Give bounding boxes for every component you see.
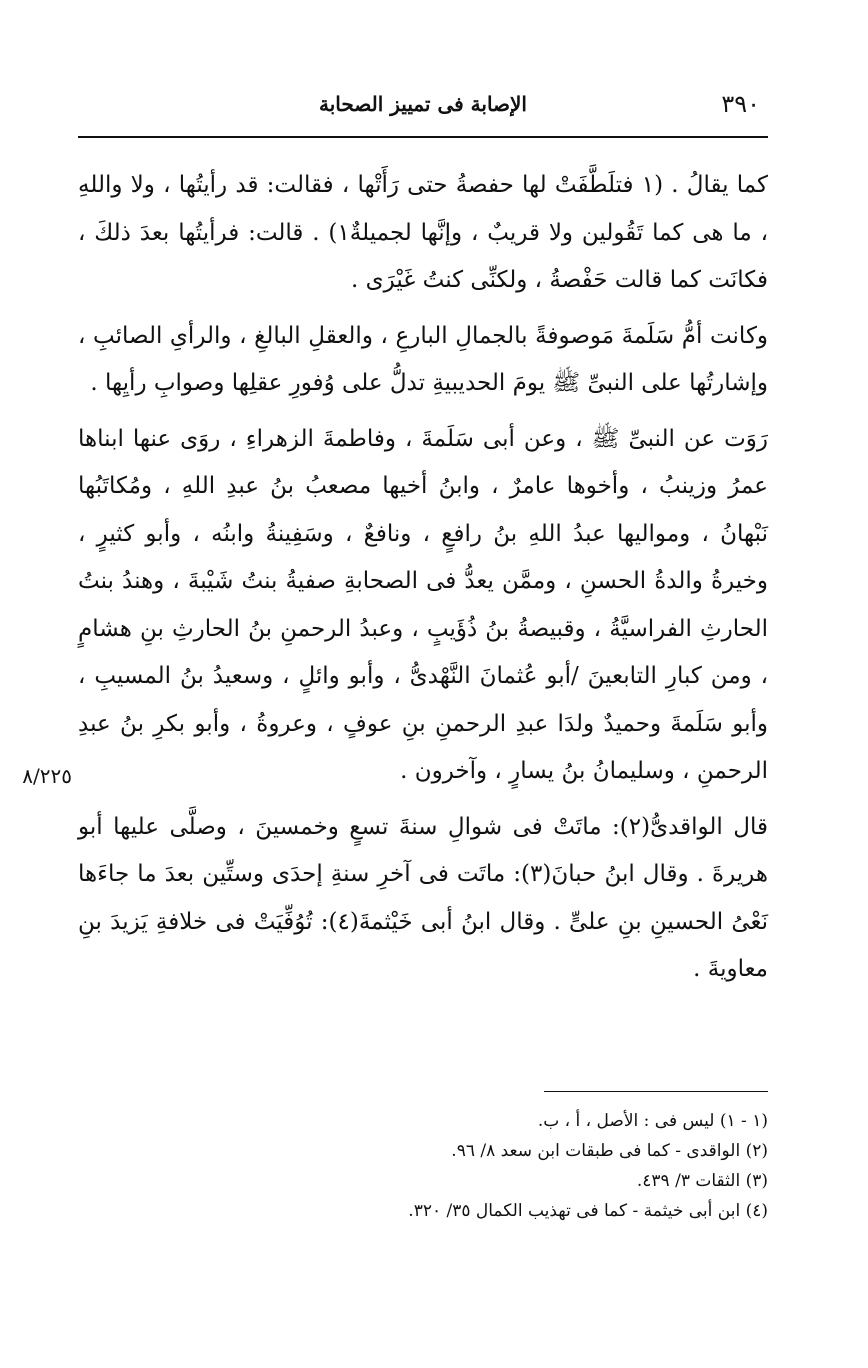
paragraph-4: قال الواقدىُّ(٢): ماتَتْ فى شوالِ سنةَ تسعٍ وخمسينَ ، وصلَّى عليها أبو هريرةَ . وقال ابنُ حبانَ(٣): ماتَت فى آخرِ سنةِ إحدَى وستِّين بعدَ ما جاءَها نَعْىُ الحسينِ بنِ علىٍّ . وقال ابنُ أبى خَيْثمةَ(٤): تُوُفِّيَتْ فى خلافةِ يَزيدَ بنِ معاويةَ . — [78, 813, 768, 982]
footnote-divider — [544, 1091, 768, 1092]
footnote-4: (٤) ابن أبى خيثمة - كما فى تهذيب الكمال ٣٥/ ٣٢٠. — [408, 1201, 768, 1221]
header-divider — [78, 136, 768, 138]
footnote-1: (١ - ١) ليس فى : الأصل ، أ ، ب. — [537, 1111, 768, 1131]
paragraph-1: كما يقالُ . (١ فتلَطَّفَتْ لها حفصةُ حتى رَأَتْها ، فقالت: قد رأيتُها ، ولا واللهِ ، ما هى كما تَقُولين ولا قريبٌ ، وإنَّها لجميلةٌ١) . قالت: فرأيتُها بعدَ ذلكَ ، فكانَت كما قالت حَفْصةُ ، ولكنِّى كنتُ غَيْرَى . — [78, 172, 768, 293]
margin-reference: ٨/٢٢٥ — [22, 764, 72, 788]
footnotes — [78, 1106, 768, 1226]
book-title: الإصابة فى تمييز الصحابة — [319, 92, 527, 116]
main-text — [78, 162, 768, 994]
footnote-2: (٢) الواقدى - كما فى طبقات ابن سعد ٨/ ٩٦. — [451, 1141, 768, 1161]
paragraph-2: وكانت أمُّ سَلَمةَ مَوصوفةً بالجمالِ البارعِ ، والعقلِ البالغِ ، والرأىِ الصائبِ ، وإشارتُها على النبىِّ ﷺ يومَ الحديبيةِ تدلُّ على وُفورِ عقلِها وصوابِ رأيِها . — [78, 322, 768, 396]
page-number: ٣٩٠ — [721, 90, 760, 118]
footnote-3: (٣) الثقات ٣/ ٤٣٩. — [636, 1171, 768, 1191]
page-header — [78, 86, 768, 126]
paragraph-3: رَوَت عن النبىِّ ﷺ ، وعن أبى سَلَمةَ ، وفاطمةَ الزهراءِ ، روَى عنها ابناها عمرُ وزينبُ ، وأخوها عامرٌ ، وابنُ أخيها مصعبُ بنُ عبدِ اللهِ ، ومُكاتَبُها نَبْهانُ ، ومواليها عبدُ اللهِ بنُ رافعٍ ، ونافعٌ ، وسَفِينةُ وابنُه ، وأبو كثيرٍ ، وخيرةُ والدةُ الحسنِ ، وممَّن يعدُّ فى الصحابةِ صفيةُ بنتُ شَيْبةَ ، وهندُ بنتُ الحارثِ الفراسيَّةُ ، وقبيصةُ بنُ ذُؤَيبٍ ، وعبدُ الرحمنِ بنُ الحارثِ بنِ هشامٍ ، ومن كبارِ التابعينَ /أبو عُثمانَ النَّهْدىُّ ، وأبو وائلٍ ، وسعيدُ بنُ المسيبِ ، وأبو سَلَمةَ وحميدٌ ولدَا عبدِ الرحمنِ بنِ عوفٍ ، وعروةُ ، وأبو بكرِ بنُ عبدِ الرحمنِ ، وسليمانُ بنُ يسارٍ ، وآخرون . — [78, 425, 768, 784]
